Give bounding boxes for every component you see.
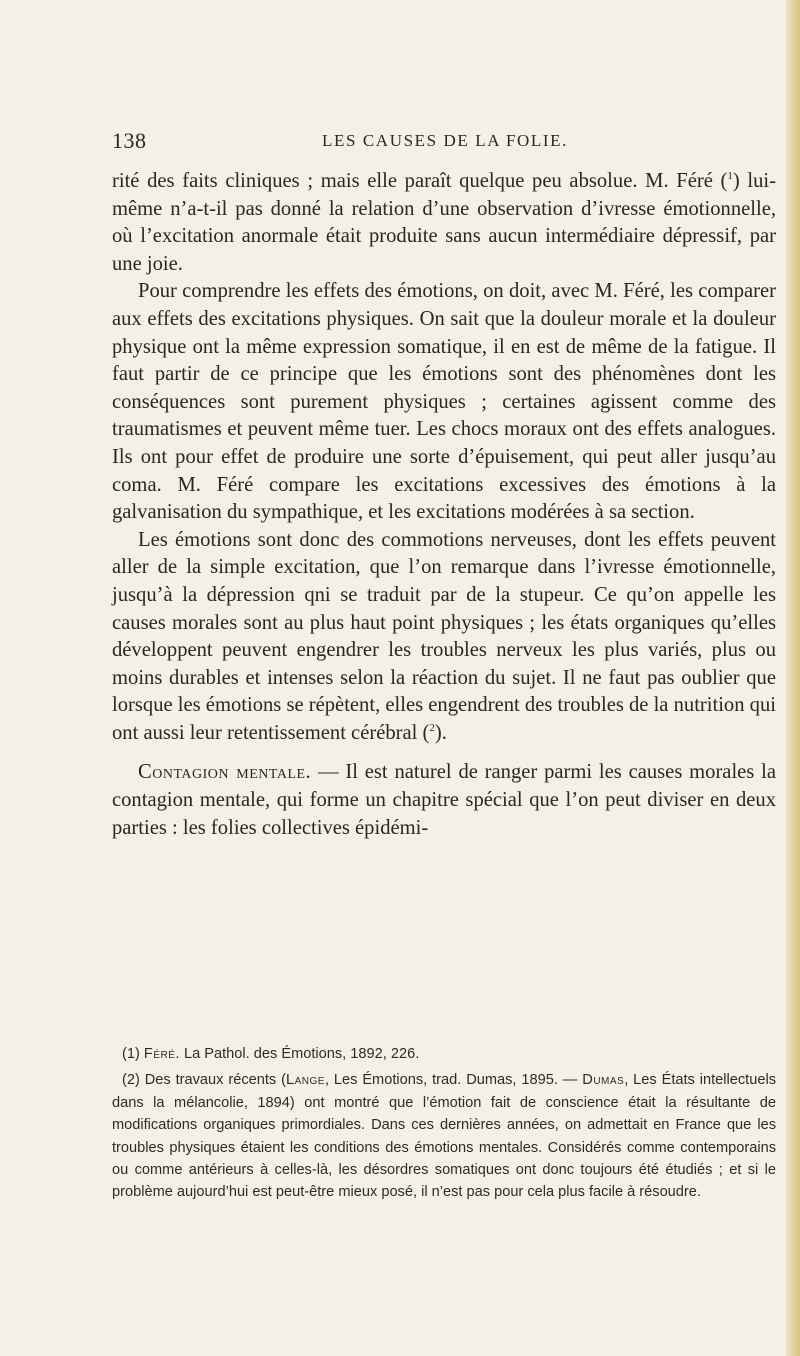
section-title: Contagion mentale. (138, 761, 312, 784)
running-title: LES CAUSES DE LA FOLIE. (322, 131, 569, 150)
paragraph-2: Pour comprendre les effets des émotions, on doit, avec M. Féré, les comparer aux effets des excitations physiques. On sait que la douleur morale et la douleur physique ont la même expression somatique, il en est de même de la fatigue. Il faut partir de ce principe que les émotions sont des phénomènes dont les conséquences sont purement physiques ; certaines agissent comme des traumatismes et peuvent même tuer. Les chocs moraux ont des effets analogues. Ils ont pour effet de produire une sorte d’épuisement, qui peut aller jusqu’au coma. M. Féré compare les excitations excessives des émotions à la galvanisation du sympathique, et les excitations modérées à sa section. (112, 280, 776, 524)
paragraph-contagion: Contagion mentale. — Il est naturel de ranger parmi les causes morales la contagion mentale, qui forme un chapitre spécial que l’on peut diviser en deux parties : les folies collectives épidémi- (112, 761, 776, 839)
footnotes (112, 1043, 776, 1204)
footnote-2: (2) Des travaux récents (Lange, Les Émotions, trad. Dumas, 1895. — Dumas, Les États intellectuels dans la mélancolie, 1894) ont montré que l’émotion fait de conscience était la résultante de modifications organiques primordiales. Dans ces dernières années, on admettait en France que les troubles physiques étaient les conditions des émotions mentales. Considérés comme contemporains ou comme antérieurs à celles-là, les désordres somatiques ont donc toujours été étudiés ; et si le problème aujourd’hui est peut-être mieux posé, il n’est pas pour cela plus facile à résoudre. (112, 1072, 777, 1201)
page-edge (786, 0, 800, 1356)
footnote-ref-2: 2 (429, 722, 435, 735)
paragraph-1: rité des faits cliniques ; mais elle paraît quelque peu absolue. M. Féré ($^1$) lui-même n’a-t-il pas donné la relation d’une observation d’ivresse émotionnelle, où l’excitation anormale était produite sans aucun intermédiaire dépressif, par une joie. (112, 170, 776, 275)
footnote-ref-1: 1 (727, 170, 733, 183)
footnote-1: (1) Féré. La Pathol. des Émotions, 1892, 226. (122, 1046, 420, 1062)
page-header (112, 128, 776, 158)
page-number: 138 (112, 128, 147, 153)
paragraph-3: Les émotions sont donc des commotions nerveuses, dont les effets peuvent aller de la simple excitation, que l’on remarque dans l’ivresse émotionnelle, jusqu’à la dépression qni se traduit par de la stupeur. Ce qu’on appelle les causes morales sont au plus haut point physiques ; les états organiques qu’elles développent peuvent engendrer les troubles nerveux les plus variés, plus ou moins durables et intenses selon la réaction du sujet. Il ne faut pas oublier que lorsque les émotions se répètent, elles engendrent des troubles de la nutrition qui ont aussi leur retentissement cérébral ($^2$). (112, 528, 776, 744)
body-text (112, 168, 776, 842)
